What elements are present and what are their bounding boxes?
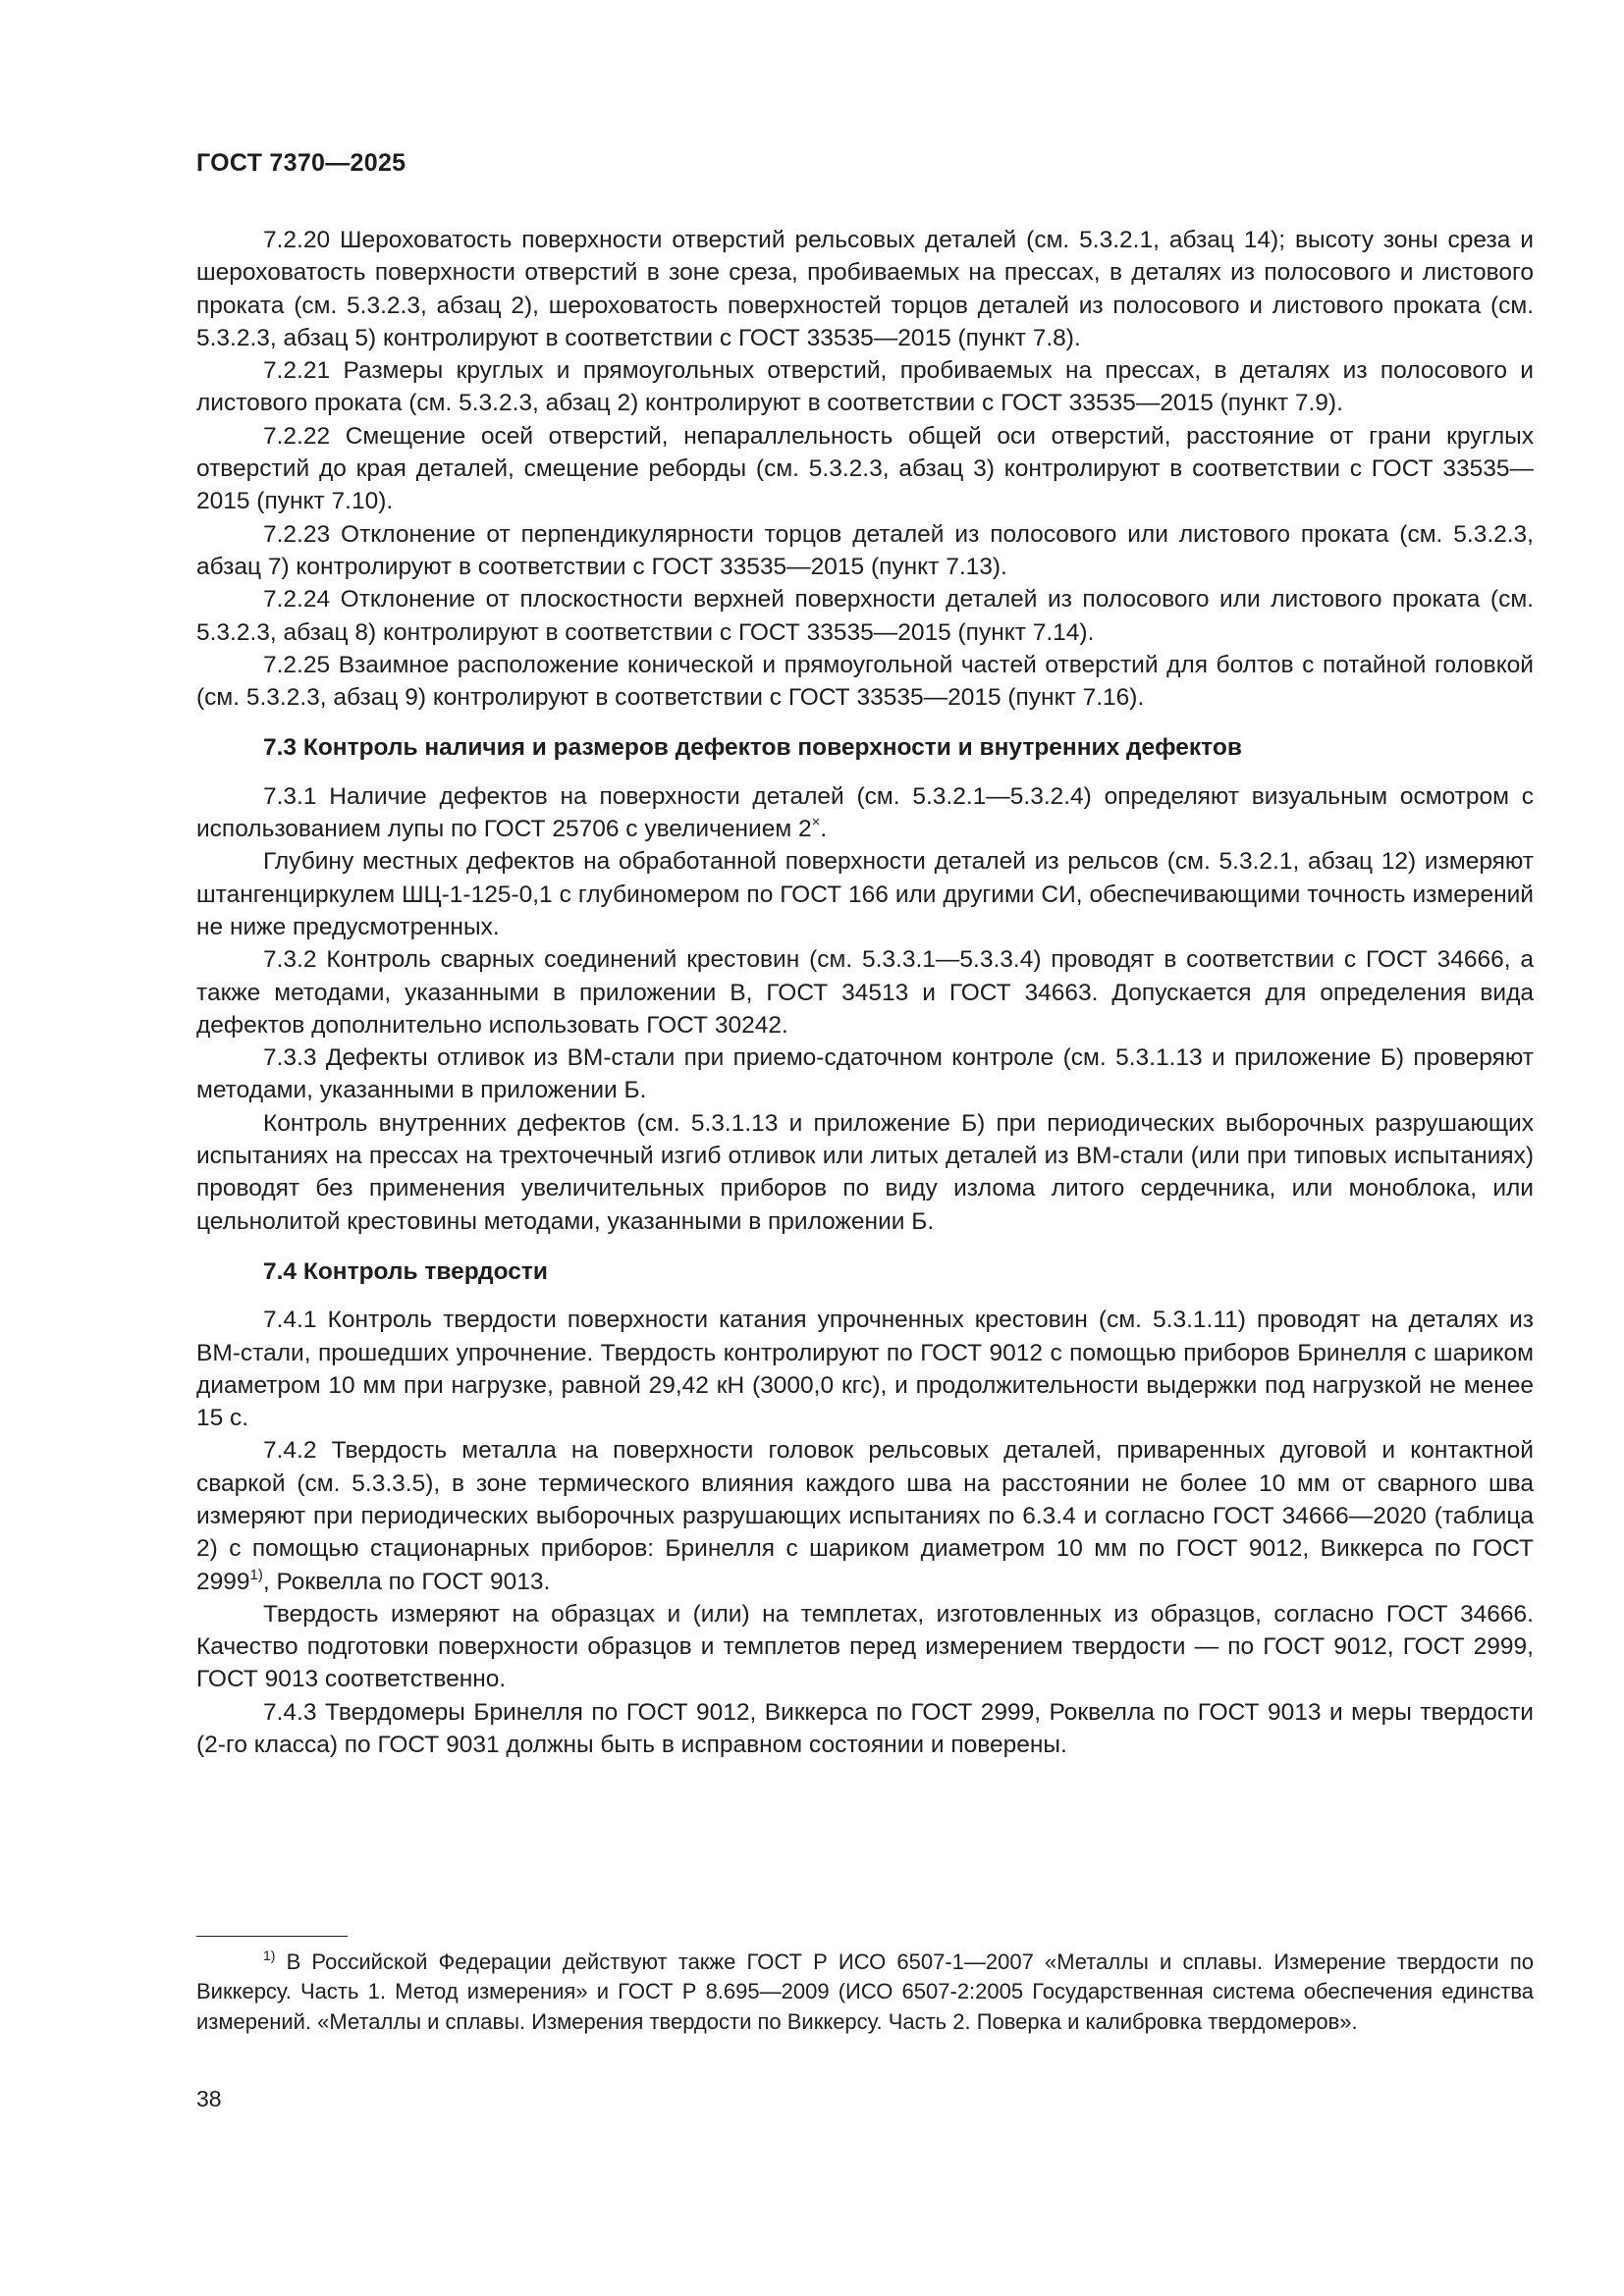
paragraph-7-2-24: 7.2.24 Отклонение от плоскостности верхней поверхности деталей из полосового или листового проката (см. 5.3.2.3, абзац 8) контролируют в соответствии с ГОСТ 33535—2015 (пункт 7.14). — [196, 586, 1534, 646]
footnote-reference: 1) — [249, 1566, 263, 1583]
footnote — [196, 1948, 1534, 2037]
magnification-superscript: × — [811, 814, 821, 831]
page-number: 38 — [196, 2086, 222, 2111]
footnote-mark: 1) — [263, 1948, 276, 1963]
paragraph-7-3-3: 7.3.3 Дефекты отливок из ВМ-стали при приемо-сдаточном контроле (см. 5.3.1.13 и приложение Б) проверяют методами, указанными в приложении Б. — [196, 1044, 1534, 1104]
paragraph-7-2-25: 7.2.25 Взаимное расположение конической и прямоугольной частей отверстий для болтов с потайной головкой (см. 5.3.2.3, абзац 9) контролируют в соответствии с ГОСТ 33535—2015 (пункт 7.16). — [196, 651, 1534, 712]
footnote-divider — [196, 1936, 348, 1937]
section-heading-7-4: 7.4 Контроль твердости — [263, 1257, 548, 1285]
paragraph-7-3-1 — [196, 780, 1534, 846]
paragraph-7-3-1-b: Глубину местных дефектов на обработанной поверхности деталей из рельсов (см. 5.3.2.1, абзац 12) измеряют штангенциркулем ШЦ-1-125-0,1 с глубиномером по ГОСТ 166 или другими СИ, обеспечивающими точность измерений не ниже предусмотренных. — [196, 848, 1534, 940]
paragraph-7-4-2-b: Твердость измеряют на образцах и (или) на темплетах, изготовленных из образцов, согласно ГОСТ 34666. Качество подготовки поверхности образцов и темплетов перед измерением твердости — по ГОСТ 9012, ГОСТ 2999, ГОСТ 9013 соответственно. — [196, 1600, 1534, 1693]
paragraph-7-4-1: 7.4.1 Контроль твердости поверхности катания упрочненных крестовин (см. 5.3.1.11) проводят на деталях из ВМ-стали, прошедших упрочнение. Твердость контролируют по ГОСТ 9012 с помощью приборов Бринелля с шариком диаметром 10 мм при нагрузке, равной 29,42 кН (3000,0 кгс), и продолжительности выдержки под нагрузкой не менее 15 с. — [196, 1307, 1534, 1432]
paragraph-7-4-2-text: 7.4.2 Твердость металла на поверхности головок рельсовых деталей, приваренных дуговой и контактной сваркой (см. 5.3.3.5), в зоне термического влияния каждого шва на расстоянии не более 10 мм от сварного шва измеряют при периодических выборочных разрушающих испытаниях по 6.3.4 и согласно ГОСТ 34666—2020 (таблица 2) с помощью стационарных приборов: Бринелля с шариком диаметром 10 мм по ГОСТ 9012, Виккерса по ГОСТ 2999 — [196, 1437, 1534, 1595]
paragraph-7-2-20: 7.2.20 Шероховатость поверхности отверстий рельсовых деталей (см. 5.3.2.1, абзац 14); высоту зоны среза и шероховатость поверхности отверстий в зоне среза, пробиваемых на прессах, в деталях из полосового и листового проката (см. 5.3.2.3, абзац 2), шероховатость поверхностей торцов деталей из полосового и листового проката (см. 5.3.2.3, абзац 5) контролируют в соответствии с ГОСТ 33535—2015 (пункт 7.8). — [196, 227, 1534, 351]
paragraph-7-3-1-text: 7.3.1 Наличие дефектов на поверхности деталей (см. 5.3.2.1—5.3.2.4) определяют визуальным осмотром с использованием лупы по ГОСТ 25706 с увеличением 2 — [196, 782, 1534, 843]
section-heading-7-3: 7.3 Контроль наличия и размеров дефектов поверхности и внутренних дефектов — [263, 734, 1242, 762]
paragraph-7-4-2 — [196, 1434, 1534, 1597]
paragraph-7-2-21: 7.2.21 Размеры круглых и прямоугольных отверстий, пробиваемых на прессах, в деталях из полосового и листового проката (см. 5.3.2.3, абзац 2) контролируют в соответствии с ГОСТ 33535—2015 (пункт 7.9). — [196, 357, 1534, 417]
paragraph-7-3-1-end: . — [820, 816, 828, 843]
document-body — [196, 224, 1534, 1761]
paragraph-7-3-3-b: Контроль внутренних дефектов (см. 5.3.1.13 и приложение Б) при периодических выборочных разрушающих испытаниях на прессах на трехточечный изгиб отливок или литых деталей из ВМ-стали (или при типовых испытаниях) проводят без применения увеличительных приборов по виду излома литого сердечника, или моноблока, или цельнолитой крестовины методами, указанными в приложении Б. — [196, 1109, 1534, 1235]
paragraph-7-4-2-end: , Роквелла по ГОСТ 9013. — [262, 1568, 551, 1595]
paragraph-7-2-22: 7.2.22 Смещение осей отверстий, непараллельность общей оси отверстий, расстояние от грани круглых отверстий до края деталей, смещение реборды (см. 5.3.2.3, абзац 3) контролируют в соответствии с ГОСТ 33535—2015 (пункт 7.10). — [196, 422, 1534, 515]
paragraph-7-3-2: 7.3.2 Контроль сварных соединений крестовин (см. 5.3.3.1—5.3.3.4) проводят в соответствии с ГОСТ 34666, а также методами, указанными в приложении В, ГОСТ 34513 и ГОСТ 34663. Допускается для определения вида дефектов дополнительно использовать ГОСТ 30242. — [196, 946, 1534, 1039]
paragraph-7-2-23: 7.2.23 Отклонение от перпендикулярности торцов деталей из полосового или листового проката (см. 5.3.2.3, абзац 7) контролируют в соответствии с ГОСТ 33535—2015 (пункт 7.13). — [196, 520, 1534, 580]
footnote-text: В Российской Федерации действуют также ГОСТ Р ИСО 6507-1—2007 «Металлы и сплавы. Измерение твердости по Виккерсу. Часть 1. Метод измерения» и ГОСТ Р 8.695—2009 (ИСО 6507-2:2005 Государственная система обеспечения единства измерений. «Металлы и сплавы. Измерения твердости по Виккерсу. Часть 2. Поверка и калибровка твердомеров». — [196, 1949, 1534, 2034]
paragraph-7-4-3: 7.4.3 Твердомеры Бринелля по ГОСТ 9012, Виккерса по ГОСТ 2999, Роквелла по ГОСТ 9013 и меры твердости (2-го класса) по ГОСТ 9031 должны быть в исправном состоянии и поверены. — [196, 1698, 1534, 1759]
document-header: ГОСТ 7370—2025 — [196, 149, 406, 177]
